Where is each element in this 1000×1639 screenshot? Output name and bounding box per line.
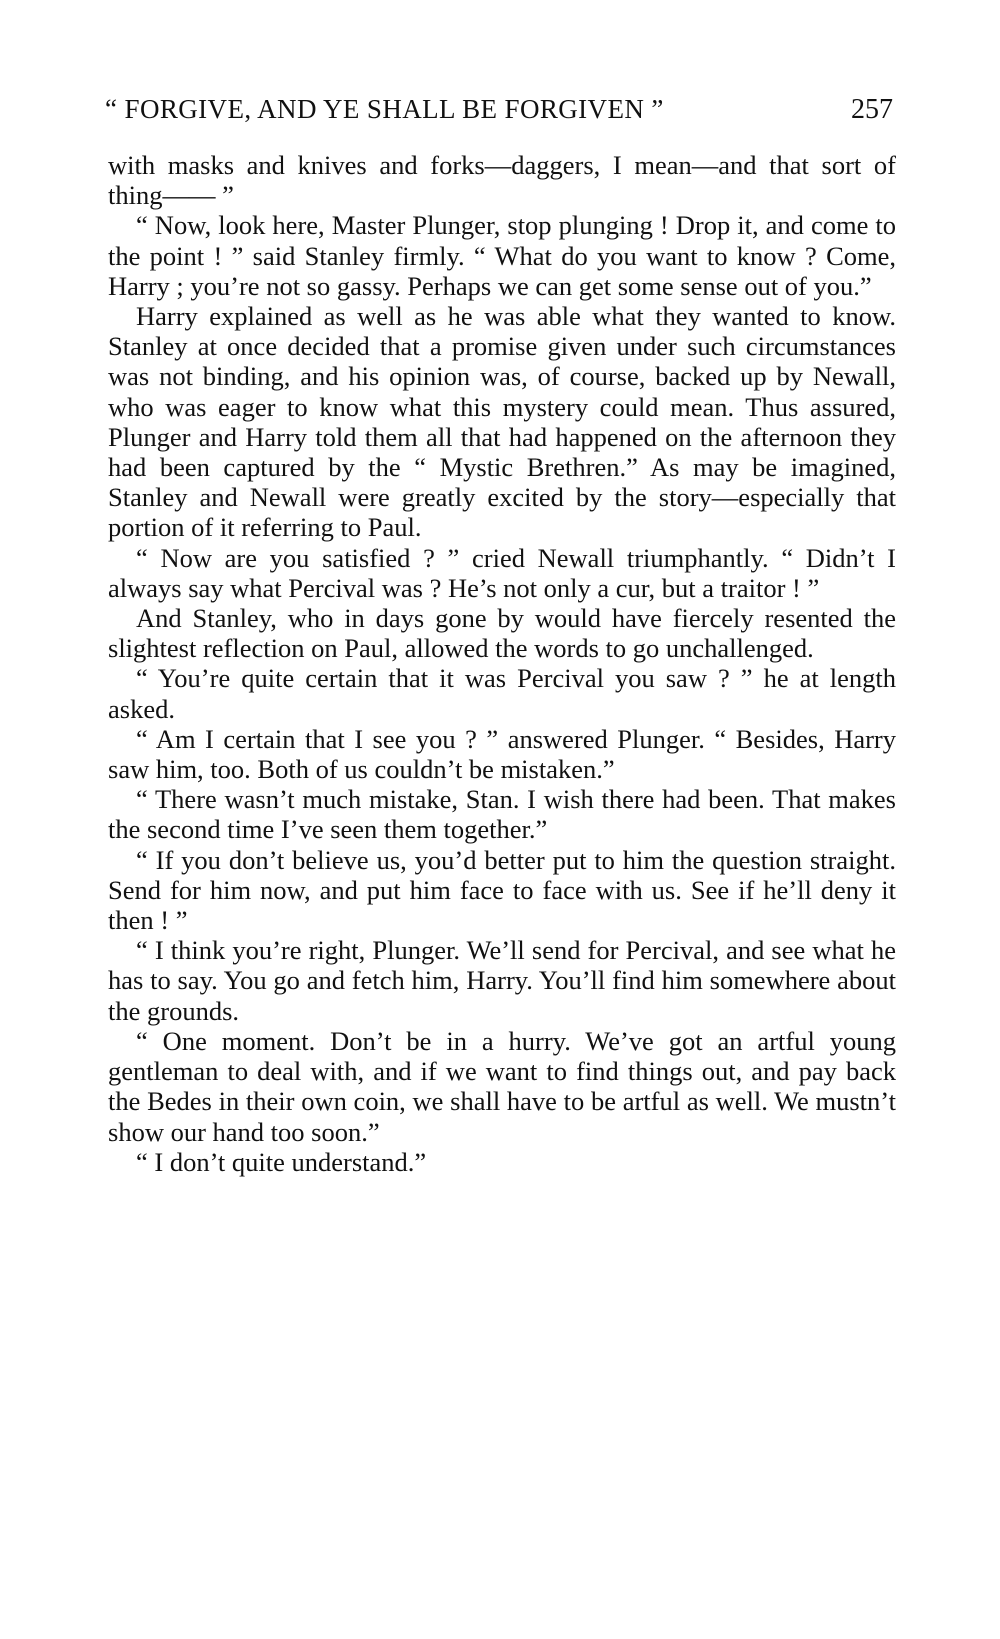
running-head: “ FORGIVE, AND YE SHALL BE FORGIVEN ” bbox=[105, 94, 664, 124]
paragraph-3: Harry explained as well as he was able what they wanted to know. Stanley at once decided that a promise given under such circumstances was not binding, and his opinion was, of course, backed up by Newall, who was eager to know what this mystery could mean. Thus assured, Plunger and Harry told them all that had happened on the afternoon they had been captured by the “ Mystic Brethren.” As may be imagined, Stanley and Newall were greatly excited by the story—especially that portion of it referring to Paul. bbox=[108, 301, 896, 543]
paragraph-9: “ If you don’t believe us, you’d better put to him the question straight. Send for him now, and put him face to face with us. See if he’ll deny it then ! ” bbox=[108, 844, 896, 936]
body-text bbox=[108, 150, 896, 1177]
paragraph-2: “ Now, look here, Master Plunger, stop plunging ! Drop it, and come to the point ! ” said Stanley firmly. “ What do you want to know ? Come, Harry ; you’re not so gassy. Perhaps we can get some sense out of you.” bbox=[108, 210, 896, 301]
page-header bbox=[105, 94, 893, 134]
paragraph-1: with masks and knives and forks—daggers, I mean—and that sort of thing—— ” bbox=[108, 150, 896, 211]
paragraph-11: “ One moment. Don’t be in a hurry. We’ve got an artful young gentleman to deal with, and if we want to find things out, and pay back the Bedes in their own coin, we shall have to be artful as well. We mustn’t show our hand too soon.” bbox=[108, 1025, 896, 1147]
paragraph-7: “ Am I certain that I see you ? ” answered Plunger. “ Besides, Harry saw him, too. Both of us couldn’t be mistaken.” bbox=[108, 723, 896, 785]
paragraph-5: And Stanley, who in days gone by would have fiercely resented the slightest reflection on Paul, allowed the words to go unchallenged. bbox=[108, 603, 896, 664]
paragraph-12: “ I don’t quite understand.” bbox=[136, 1146, 427, 1177]
paragraph-6: “ You’re quite certain that it was Percival you saw ? ” he at length asked. bbox=[108, 663, 896, 724]
page-number: 257 bbox=[851, 94, 893, 125]
paragraph-4: “ Now are you satisfied ? ” cried Newall triumphantly. “ Didn’t I always say what Percival was ? He’s not only a cur, but a traitor ! ” bbox=[108, 542, 896, 603]
paragraph-8: “ There wasn’t much mistake, Stan. I wish there had been. That makes the second time I’ve seen them together.” bbox=[108, 784, 896, 845]
paragraph-10: “ I think you’re right, Plunger. We’ll send for Percival, and see what he has to say. You go and fetch him, Harry. You’ll find him somewhere about the grounds. bbox=[108, 935, 896, 1026]
